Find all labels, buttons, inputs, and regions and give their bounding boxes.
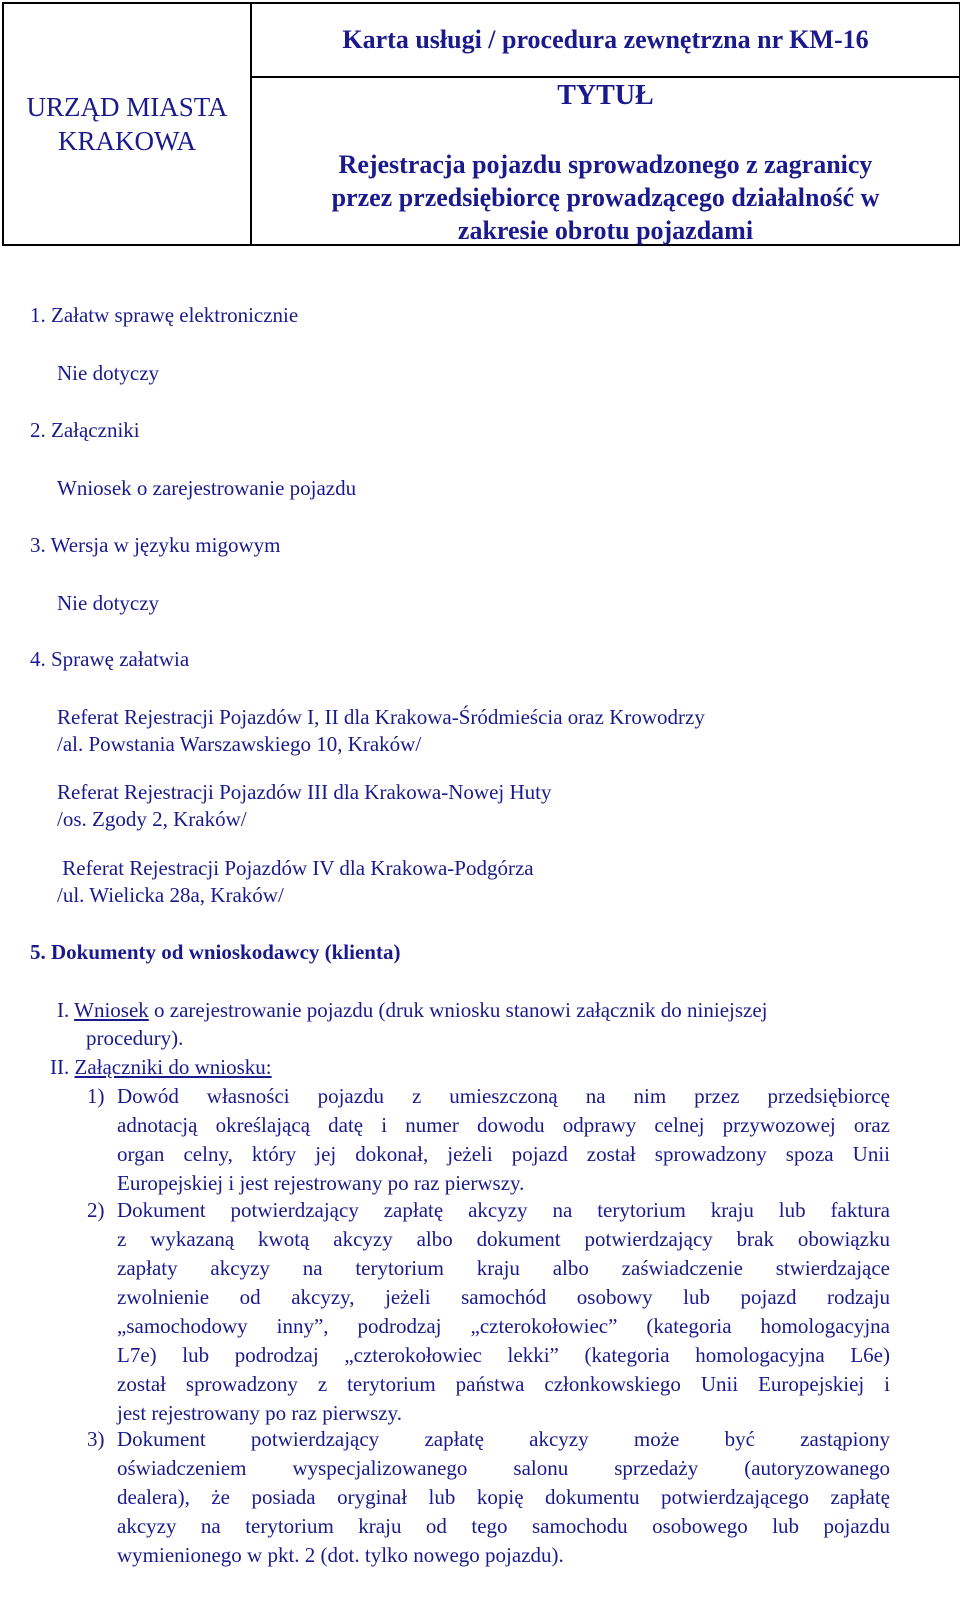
header-table <box>2 2 960 246</box>
attachments-link[interactable]: Załączniki do wniosku: <box>74 1055 272 1079</box>
section-4-title: 4. Sprawę załatwia <box>30 647 190 671</box>
office-2-address: /os. Zgody 2, Kraków/ <box>57 807 247 831</box>
office-2-name: Referat Rejestracji Pojazdów III dla Krakowa-Nowej Huty <box>57 780 552 804</box>
section-2-title: 2. Załączniki <box>30 418 140 442</box>
application-form-link[interactable]: Wniosek <box>74 998 149 1022</box>
section-1-title: 1. Załatw sprawę elektronicznie <box>30 303 299 327</box>
item-1-line: Europejskiej i jest rejestrowany po raz pierwszy. <box>117 1171 525 1195</box>
title-label: TYTUŁ <box>557 80 654 111</box>
item-3-line: oświadczeniem wyspecjalizowanego salonu sprzedaży (autoryzowanego <box>117 1456 890 1480</box>
item-2-line: L7e) lub podrodzaj „czterokołowiec lekki” (kategoria homologacyjna L6e) <box>117 1343 890 1367</box>
item-1-line: Dowód własności pojazdu z umieszczoną na nim przez przedsiębiorcę <box>117 1084 890 1108</box>
document-i <box>57 997 768 1024</box>
item-2-line: jest rejestrowany po raz pierwszy. <box>117 1401 402 1425</box>
item-3-line: Dokument potwierdzający zapłatę akcyzy może być zastąpiony <box>117 1427 890 1451</box>
card-title: Karta usługi / procedura zewnętrzna nr KM-16 <box>252 4 959 78</box>
subject-line1: Rejestracja pojazdu sprowadzonego z zagranicy <box>338 150 873 179</box>
item-2-line: zapłaty akcyzy na terytorium kraju albo zaświadczenie stwierdzające <box>117 1256 890 1280</box>
document-i-number: I. <box>57 998 70 1022</box>
item-3-line: dealera), że posiada oryginał lub kopię dokumentu potwierdzającego zapłatę <box>117 1485 890 1509</box>
section-2-text: Wniosek o zarejestrowanie pojazdu <box>57 476 357 500</box>
item-2-line: Dokument potwierdzający zapłatę akcyzy na terytorium kraju lub faktura <box>117 1198 890 1222</box>
office-3-address: /ul. Wielicka 28a, Kraków/ <box>57 883 284 907</box>
office-name <box>4 4 252 244</box>
subject-line3: zakresie obrotu pojazdami <box>457 216 754 245</box>
document-ii <box>50 1054 272 1081</box>
item-1-line: adnotacją określającą datę i numer dowodu odprawy celnej przywozowej oraz <box>117 1113 890 1137</box>
section-3-title: 3. Wersja w języku migowym <box>30 533 281 557</box>
procedure-subject <box>252 148 959 247</box>
attachment-item-3-number: 3) <box>87 1427 105 1451</box>
section-3-text: Nie dotyczy <box>57 591 160 615</box>
section-1-text: Nie dotyczy <box>57 361 160 385</box>
item-3-line: akcyzy na terytorium kraju od tego samochodu osobowego lub pojazdu <box>117 1514 890 1538</box>
item-2-line: „samochodowy inny”, podrodzaj „czterokołowiec” (kategoria homologacyjna <box>117 1314 890 1338</box>
section-5-title: 5. Dokumenty od wnioskodawcy (klienta) <box>30 940 401 964</box>
attachment-item-2-text <box>117 1196 890 1428</box>
office-1-address: /al. Powstania Warszawskiego 10, Kraków/ <box>57 732 422 756</box>
item-2-line: z wykazaną kwotą akcyzy albo dokument potwierdzający brak obowiązku <box>117 1227 890 1251</box>
document-i-continuation: procedury). <box>86 1026 184 1050</box>
office-1-name: Referat Rejestracji Pojazdów I, II dla Krakowa-Śródmieścia oraz Krowodrzy <box>57 705 705 729</box>
office-3-name: Referat Rejestracji Pojazdów IV dla Krakowa-Podgórza <box>57 856 534 880</box>
attachment-item-1-text <box>117 1082 890 1198</box>
attachment-item-3-text <box>117 1425 890 1570</box>
office-name-line2: KRAKOWA <box>58 126 196 156</box>
item-2-line: został sprowadzony z terytorium państwa członkowskiego Unii Europejskiej i <box>117 1372 890 1396</box>
subject-line2: przez przedsiębiorcę prowadzącego działalność w <box>331 183 880 212</box>
attachment-item-2-number: 2) <box>87 1198 105 1222</box>
item-3-line: wymienionego w pkt. 2 (dot. tylko nowego pojazdu). <box>117 1543 564 1567</box>
office-name-line1: URZĄD MIASTA <box>26 92 228 122</box>
attachment-item-1-number: 1) <box>87 1084 105 1108</box>
title-cell <box>252 78 959 244</box>
document-i-text: o zarejestrowanie pojazdu (druk wniosku stanowi załącznik do niniejszej <box>148 998 768 1022</box>
item-2-line: zwolnienie od akcyzy, jeżeli samochód osobowy lub pojazd rodzaju <box>117 1285 890 1309</box>
item-1-line: organ celny, który jej dokonał, jeżeli pojazd został sprowadzony spoza Unii <box>117 1142 890 1166</box>
document-ii-number: II. <box>50 1055 70 1079</box>
